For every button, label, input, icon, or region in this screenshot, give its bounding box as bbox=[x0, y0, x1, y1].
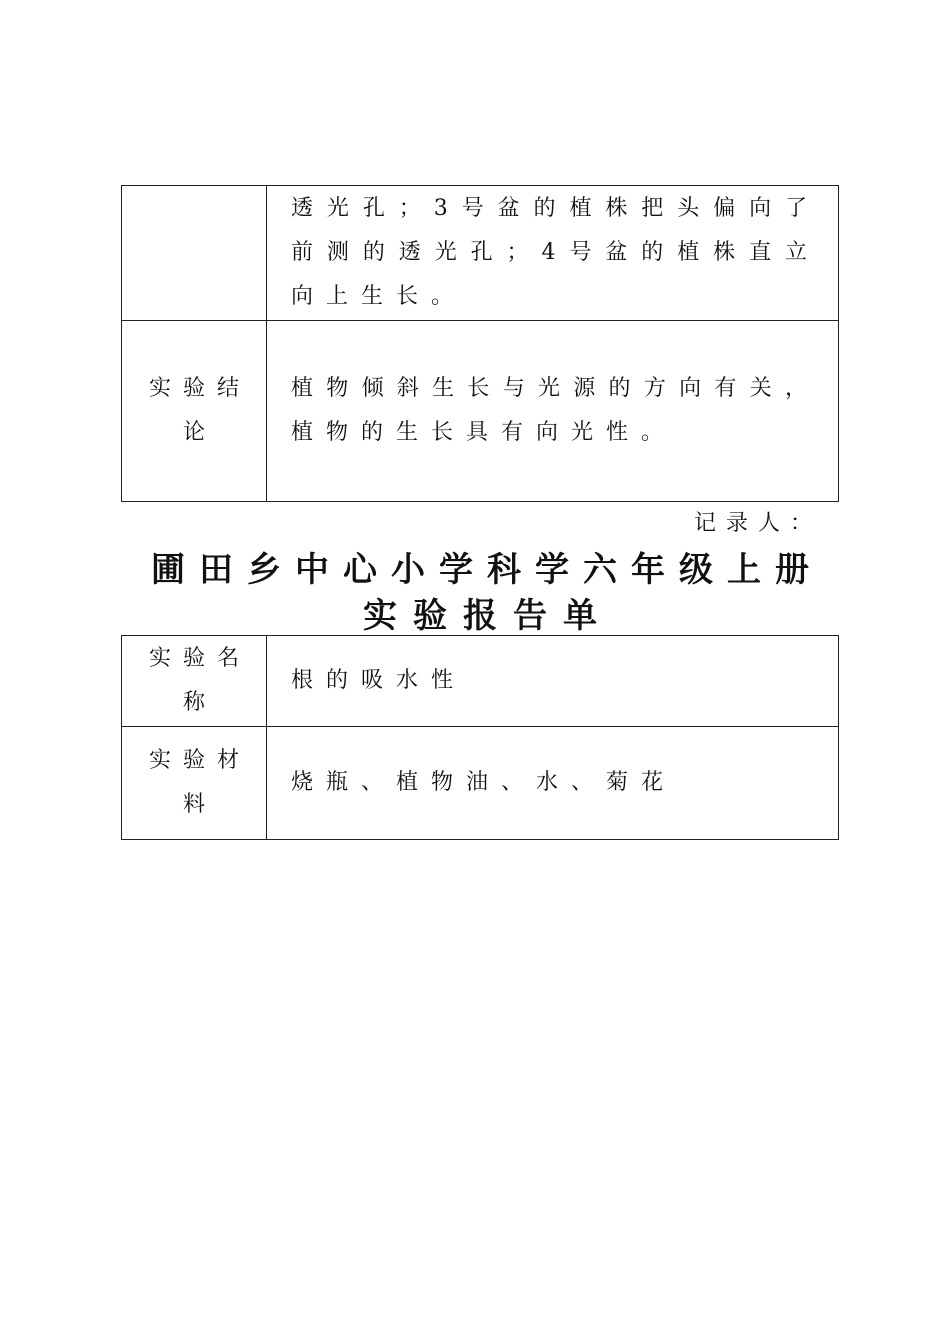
experiment-materials-value: 烧瓶、植物油、水、菊花 bbox=[267, 727, 839, 840]
experiment-materials-row bbox=[122, 727, 839, 840]
experiment-report-table bbox=[121, 635, 839, 840]
row-label-empty bbox=[122, 186, 267, 321]
experiment-name-value: 根的吸水性 bbox=[267, 636, 839, 727]
continued-report-table bbox=[121, 185, 839, 502]
experiment-materials-label: 实验材料 bbox=[122, 727, 267, 840]
conclusion-text: 植物倾斜生长与光源的方向有关，植物的生长具有向光性。 bbox=[267, 321, 839, 502]
conclusion-row bbox=[122, 321, 839, 502]
page-title-school: 圃田乡中心小学科学六年级上册 bbox=[151, 550, 823, 590]
observation-continued-row bbox=[122, 186, 839, 321]
experiment-name-row bbox=[122, 636, 839, 727]
recorder-label: 记录人： bbox=[693, 511, 822, 536]
observation-continued-text: 透光孔；3号盆的植株把头偏向了前测的透光孔；4号盆的植株直立向上生长。 bbox=[267, 186, 839, 321]
page-title-report: 实验报告单 bbox=[363, 596, 613, 636]
experiment-name-label: 实验名称 bbox=[122, 636, 267, 727]
conclusion-label: 实验结论 bbox=[122, 321, 267, 502]
